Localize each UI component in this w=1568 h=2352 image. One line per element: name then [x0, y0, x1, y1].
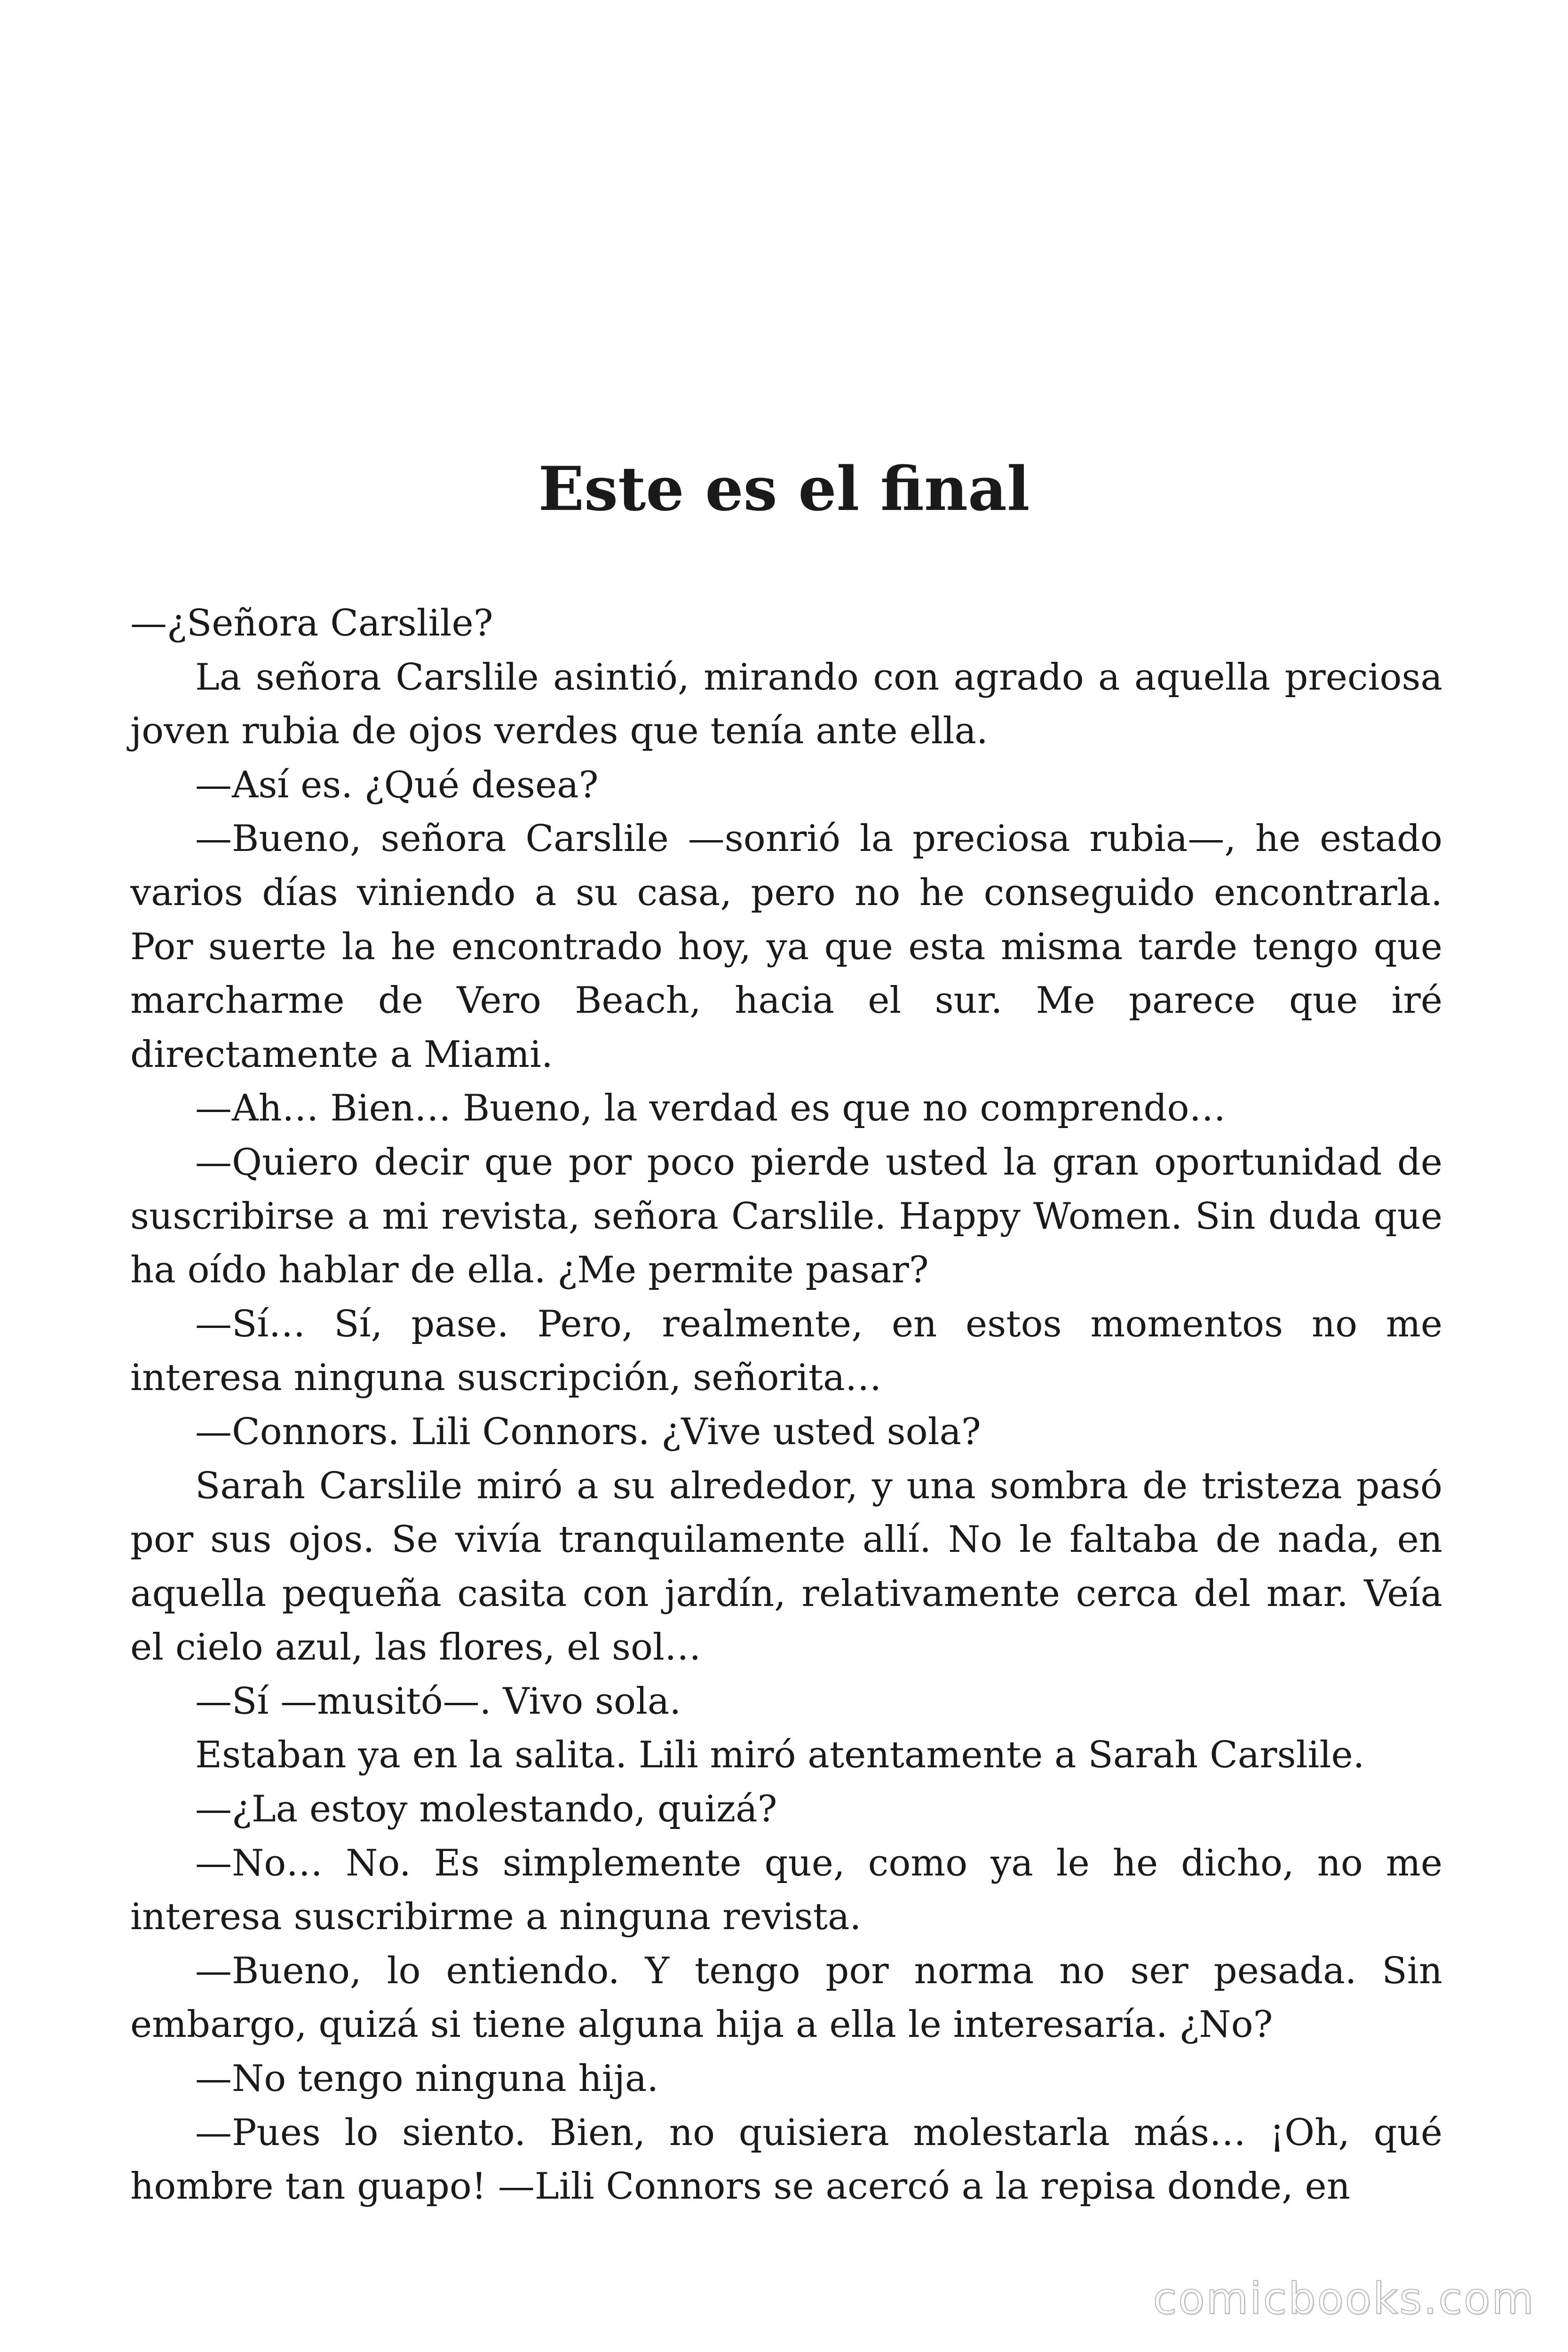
- paragraph: —Bueno, lo entiendo. Y tengo por norma no ser pesada. Sin embargo, quizá si tiene alguna hija a ella le interesaría. ¿No?: [130, 1949, 1442, 2046]
- paragraph: —Bueno, señora Carslile —sonrió la preciosa rubia—, he estado varios días viniendo a su casa, pero no he conseguido encontrarla. Por suerte la he encontrado hoy, ya que esta misma tarde tengo que marcharme de Vero Beach, hacia el sur. Me parece que iré directamente a Miami.: [130, 818, 1442, 1076]
- paragraph: —No… No. Es simplemente que, como ya le he dicho, no me interesa suscribirme a ninguna revista.: [130, 1842, 1442, 1939]
- paragraph: —¿Señora Carslile?: [130, 602, 493, 644]
- paragraph: —Sí —musitó—. Vivo sola.: [195, 1680, 681, 1723]
- paragraph: —Connors. Lili Connors. ¿Vive usted sola?: [195, 1410, 981, 1453]
- chapter-title: Este es el final: [538, 454, 1030, 524]
- paragraph: —Pues lo siento. Bien, no quisiera molestarla más… ¡Oh, qué hombre tan guapo! —Lili Connors se acercó a la repisa donde, en: [130, 2111, 1442, 2208]
- paragraph: —Quiero decir que por poco pierde usted la gran oportunidad de suscribirse a mi revista, señora Carslile. Happy Women. Sin duda que ha oído hablar de ella. ¿Me permite pasar?: [130, 1141, 1442, 1292]
- paragraph: —¿La estoy molestando, quizá?: [195, 1788, 777, 1831]
- watermark: comicbooks.com: [1153, 2273, 1535, 2324]
- paragraph: Sarah Carslile miró a su alrededor, y una sombra de tristeza pasó por sus ojos. Se vivía tranquilamente allí. No le faltaba de nada, en aquella pequeña casita con jardín, relativamente cerca del mar. Veía el cielo azul, las flores, el sol…: [130, 1464, 1442, 1669]
- paragraph: La señora Carslile asintió, mirando con agrado a aquella preciosa joven rubia de ojos verdes que tenía ante ella.: [130, 656, 1442, 753]
- paragraph: —Ah… Bien… Bueno, la verdad es que no comprendo…: [195, 1087, 1226, 1130]
- paragraph: —No tengo ninguna hija.: [195, 2058, 659, 2100]
- paragraph: —Sí… Sí, pase. Pero, realmente, en estos momentos no me interesa ninguna suscripción, señorita…: [130, 1303, 1442, 1399]
- body-text: [130, 596, 1442, 2214]
- paragraph: Estaban ya en la salita. Lili miró atentamente a Sarah Carslile.: [195, 1734, 1365, 1777]
- paragraph: —Así es. ¿Qué desea?: [195, 763, 599, 806]
